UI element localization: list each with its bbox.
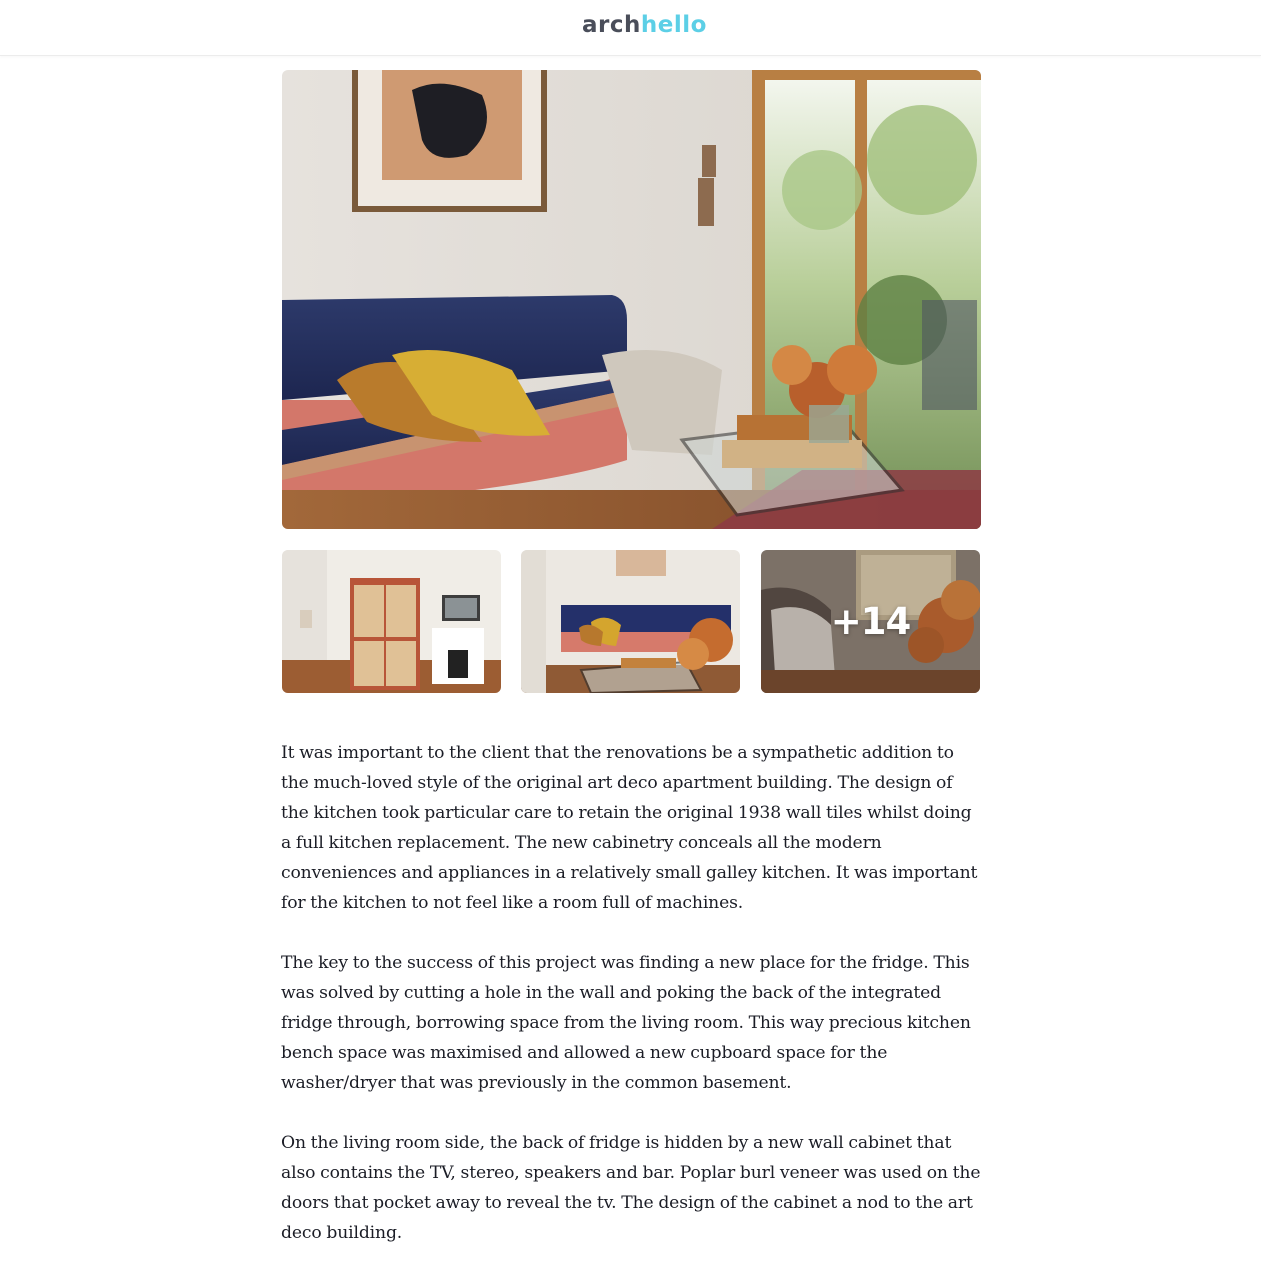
more-photos-overlay [761,550,980,693]
wall-cabinet-photo [282,550,501,693]
hero-image-living-room[interactable] [282,70,981,529]
more-photos-count: +14 [830,600,911,643]
living-room-sofa-photo [521,550,740,693]
archello-logo[interactable] [582,11,707,39]
living-room-photo [282,70,981,529]
paragraph-2: The key to the success of this project was finding a new place for the fridge. This was solved by cutting a hole in the wall and poking the back of the integrated fridge through, borrowing space from the living room. This way precious kitchen bench space was maximised and allowed a new cupboard space for the washer/dryer that was previously in the common basement. [281,953,971,1093]
gallery-thumbnail-2[interactable] [521,550,740,693]
paragraph-3: On the living room side, the back of fridge is hidden by a new wall cabinet that also contains the TV, stereo, speakers and bar. Poplar burl veneer was used on the doors that pocket away to reveal the tv. The design of the cabinet a nod to the art deco building. [281,1133,981,1243]
gallery-thumbnail-1[interactable] [282,550,501,693]
paragraph-1: It was important to the client that the renovations be a sympathetic addition to the much-loved style of the original art deco apartment building. The design of the kitchen took particular care to retain the original 1938 wall tiles whilst doing a full kitchen replacement. The new cabinetry conceals all the modern conveniences and appliances in a relatively small galley kitchen. It was important for the kitchen to not feel like a room full of machines. [281,743,978,913]
site-header [0,0,1261,56]
logo-text-hello: hello [640,12,707,38]
project-description [281,738,981,1261]
gallery-thumbnail-more[interactable] [761,550,980,693]
logo-text-arch: arch [582,12,641,38]
